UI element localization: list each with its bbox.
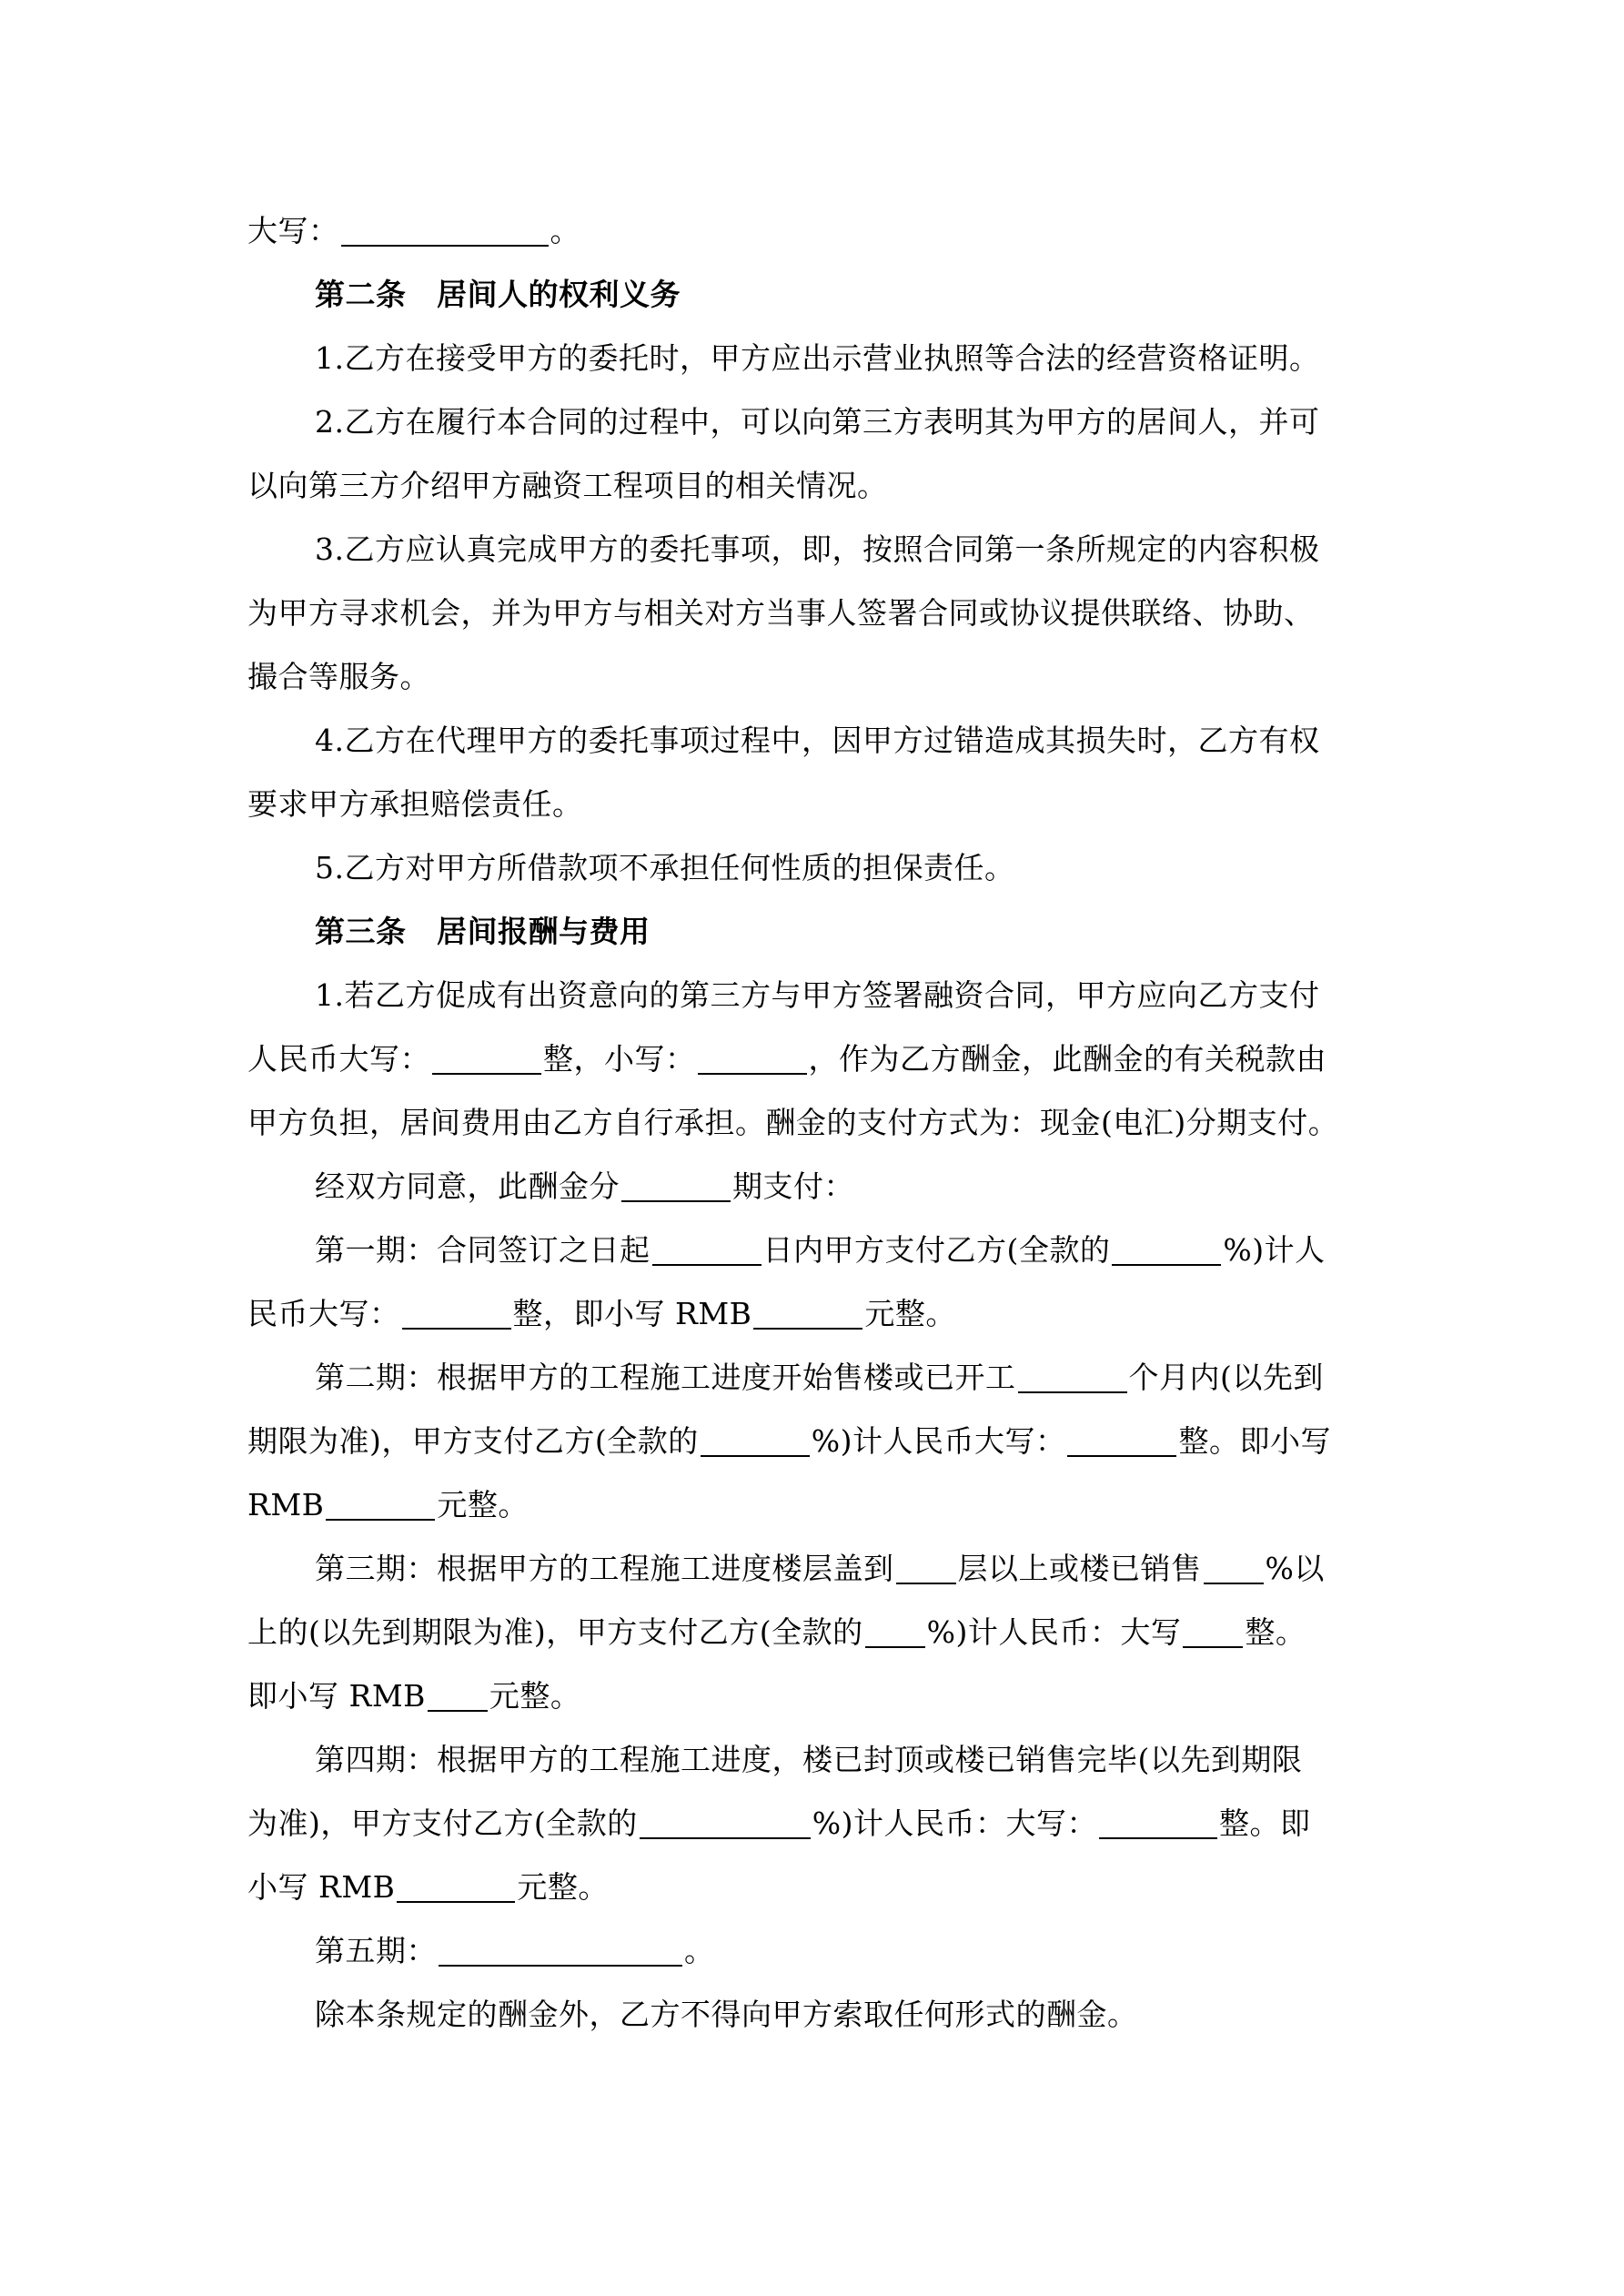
text: %以 (1265, 1551, 1325, 1586)
fill-blank (1204, 1552, 1264, 1584)
text: %)计人 (1223, 1232, 1326, 1268)
text-line (247, 1862, 609, 1913)
text: 整。 (1245, 1614, 1306, 1650)
fill-blank (397, 1870, 515, 1903)
fill-blank (341, 214, 549, 247)
fill-blank (1183, 1615, 1243, 1648)
text-line (247, 1798, 1310, 1849)
text-line: 以向第三方介绍甲方融资工程项目的相关情况。 (247, 468, 888, 503)
text: 层以上或楼已销售 (957, 1551, 1202, 1586)
text: 人民币大写： (247, 1041, 430, 1077)
text-line (247, 1416, 1331, 1467)
text: 。 (550, 213, 580, 248)
fill-blank (402, 1297, 511, 1330)
text-line (247, 1671, 580, 1722)
text-line (247, 1480, 529, 1531)
text: 大写： (247, 213, 339, 248)
text: 整，即小写 RMB (512, 1296, 752, 1331)
text: %)计人民币大写： (811, 1423, 1066, 1459)
text-line: 2.乙方在履行本合同的过程中，可以向第三方表明其为甲方的居间人，并可 (315, 404, 1320, 440)
fill-blank (439, 1934, 682, 1967)
text-line: 为甲方寻求机会，并为甲方与相关对方当事人签署合同或协议提供联络、协助、 (247, 595, 1315, 631)
text-line (315, 1161, 854, 1212)
text-line: 第四期：根据甲方的工程施工进度，楼已封顶或楼已销售完毕(以先到期限 (315, 1742, 1303, 1777)
text: 元整。 (437, 1487, 529, 1522)
fill-blank (428, 1679, 488, 1712)
fill-blank (1099, 1806, 1217, 1839)
text-line: 3.乙方应认真完成甲方的委托事项，即，按照合同第一条所规定的内容积极 (315, 531, 1320, 567)
fill-blank (326, 1488, 435, 1521)
text-line (315, 1352, 1324, 1403)
text-line (247, 1289, 956, 1340)
text-line: 1.乙方在接受甲方的委托时，甲方应出示营业执照等合法的经营资格证明。 (315, 340, 1320, 376)
text-line (315, 1543, 1325, 1594)
text: 整。即 (1218, 1805, 1311, 1841)
fill-blank (1018, 1360, 1127, 1393)
text: 第五期： (315, 1933, 437, 1968)
text: RMB (247, 1487, 325, 1522)
text: 个月内(以先到 (1128, 1360, 1324, 1395)
fill-blank (698, 1042, 807, 1075)
text: 上的(以先到期限为准)，甲方支付乙方(全款的 (247, 1614, 863, 1650)
text: 小写 RMB (247, 1869, 396, 1905)
text: 元整。 (864, 1296, 956, 1331)
text: 第二期：根据甲方的工程施工进度开始售楼或已开工 (315, 1360, 1016, 1395)
fill-blank (865, 1615, 925, 1648)
text-line: 除本条规定的酬金外，乙方不得向甲方索取任何形式的酬金。 (315, 1997, 1138, 2032)
text: ，作为乙方酬金，此酬金的有关税款由 (808, 1041, 1326, 1077)
fill-blank (753, 1297, 862, 1330)
fill-blank (640, 1806, 811, 1839)
text: 期限为准)，甲方支付乙方(全款的 (247, 1423, 699, 1459)
fill-blank (896, 1552, 956, 1584)
text-line (247, 1607, 1306, 1658)
text-line (315, 1225, 1326, 1276)
text: 整，小写： (543, 1041, 696, 1077)
text-line (247, 206, 580, 257)
text: 日内甲方支付乙方(全款的 (762, 1232, 1111, 1268)
text-line (247, 1034, 1326, 1085)
text-line (315, 1926, 715, 1977)
section-heading-3: 第三条 居间报酬与费用 (315, 914, 651, 949)
text-line: 1.若乙方促成有出资意向的第三方与甲方签署融资合同，甲方应向乙方支付 (315, 977, 1320, 1013)
text-line: 4.乙方在代理甲方的委托事项过程中，因甲方过错造成其损失时，乙方有权 (315, 723, 1320, 758)
text: 整。即小写 (1178, 1423, 1331, 1459)
text: 第三期：根据甲方的工程施工进度楼层盖到 (315, 1551, 894, 1586)
text: 为准)，甲方支付乙方(全款的 (247, 1805, 638, 1841)
fill-blank (1067, 1424, 1176, 1457)
text: 即小写 RMB (247, 1678, 426, 1714)
text: 民币大写： (247, 1296, 400, 1331)
text: %)计人民币：大写： (812, 1805, 1097, 1841)
text: 元整。 (517, 1869, 609, 1905)
text: 第一期：合同签订之日起 (315, 1232, 651, 1268)
fill-blank (621, 1169, 731, 1202)
fill-blank (701, 1424, 810, 1457)
fill-blank (1112, 1233, 1221, 1266)
text: 期支付： (732, 1168, 854, 1204)
text: 经双方同意，此酬金分 (315, 1168, 620, 1204)
section-heading-2: 第二条 居间人的权利义务 (315, 277, 681, 312)
text-line: 撮合等服务。 (247, 659, 430, 694)
text-line: 5.乙方对甲方所借款项不承担任何性质的担保责任。 (315, 850, 1015, 885)
text: 元整。 (489, 1678, 581, 1714)
fill-blank (432, 1042, 541, 1075)
text: 。 (684, 1933, 715, 1968)
fill-blank (652, 1233, 762, 1266)
text: %)计人民币：大写 (926, 1614, 1182, 1650)
text-line: 要求甲方承担赔偿责任。 (247, 786, 583, 822)
text-line: 甲方负担，居间费用由乙方自行承担。酬金的支付方式为：现金(电汇)分期支付。 (247, 1105, 1339, 1140)
